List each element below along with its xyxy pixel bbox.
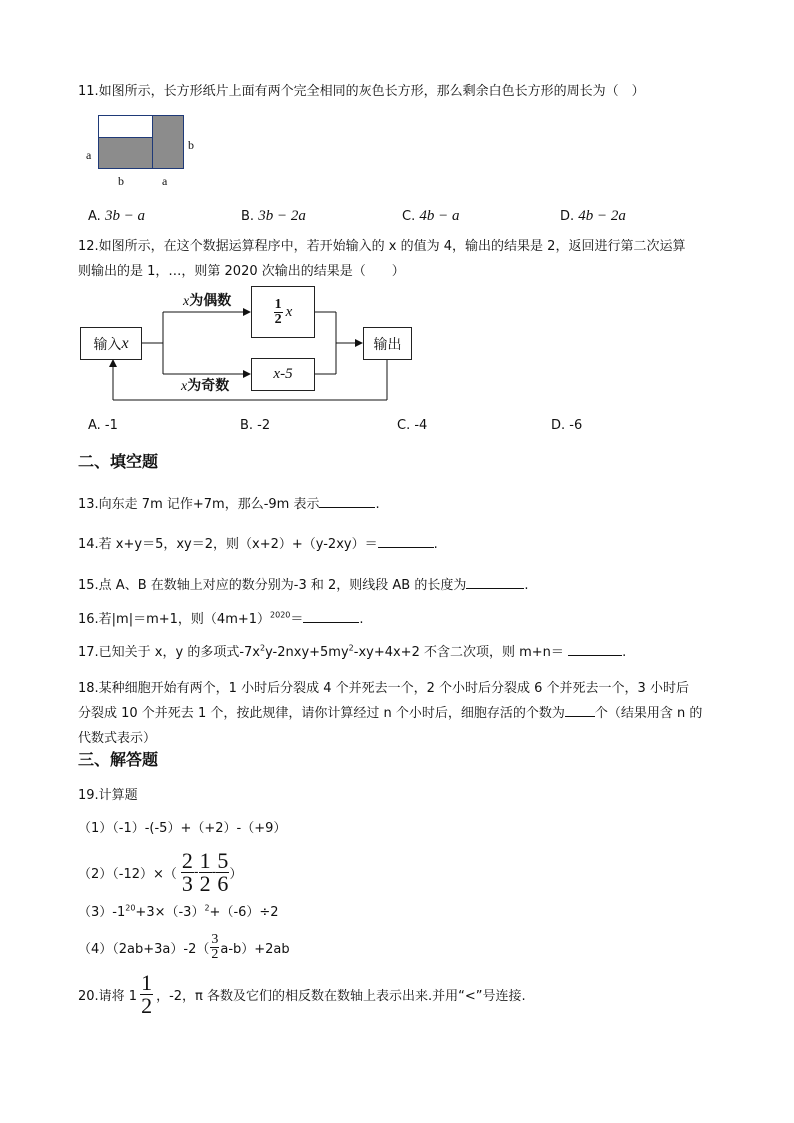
even-label: x为偶数: [183, 293, 232, 309]
q20: 20.请将 1 1 2 ，-2，π 各数及它们的相反数在数轴上表示出来.并用“<”号连接.: [78, 970, 526, 1018]
section-answer: 三、解答题: [78, 750, 159, 769]
q15: 15.点 A、B 在数轴上对应的数分别为-3 和 2，则线段 AB 的长度为 .: [78, 578, 529, 593]
q19-part4: （4）（2ab+3a）-2（ 3 2 a-b）+2ab: [78, 932, 290, 962]
q17: 17.已知关于 x，y 的多项式$-7x^2y-2nxy+5my^2-xy+4x+2$ 不含二次项，则 m+n＝ .: [78, 643, 627, 660]
odd-label: x为奇数: [181, 378, 230, 394]
q12-stem-line1: 12.如图所示，在这个数据运算程序中，若开始输入的 x 的值为 4，输出的结果是 2，返回进行第二次运算: [78, 239, 686, 254]
minus5-box: x-5: [251, 358, 315, 391]
q18-line2: 分裂成 10 个并死去 1 个，按此规律，请你计算经过 n 个小时后，细胞存活的个数为 个（结果用含 n 的: [78, 706, 703, 721]
half-box: 1 2 x: [251, 286, 315, 338]
q19-part2: （2）（-12）×（ 2 3 - 1 2 - 5 6 ）: [78, 848, 243, 896]
q11-option-b: B. 3b − 2a: [241, 208, 306, 224]
q11-option-a: A. 3b − a: [88, 208, 146, 224]
label-a-left: a: [86, 148, 92, 162]
q16: 16.若|m|＝m+1，则$(4m+1)^{2020}=$ .: [78, 610, 364, 627]
q12-option-a: A. -1: [88, 418, 118, 433]
q14: 14.若 x+y＝5，xy＝2，则（x+2）+（y-2xy）＝ .: [78, 537, 438, 552]
output-box: 输出: [363, 327, 412, 360]
q11-option-c: C. 4b − a: [402, 208, 460, 224]
section-fill-blank: 二、填空题: [78, 452, 159, 471]
q13: 13.向东走 7m 记作+7m，那么-9m 表示 .: [78, 497, 380, 512]
q19-part1: （1）（-1）-(-5）+（+2）-（+9）: [78, 821, 287, 836]
q12-flowchart: [0, 0, 794, 420]
input-box: 输入 x: [80, 327, 142, 360]
q12-option-b: B. -2: [240, 418, 271, 433]
q19-title: 19.计算题: [78, 788, 138, 803]
label-a-bottom: a: [162, 174, 168, 188]
q11-option-d: D. 4b − 2a: [560, 208, 626, 224]
q12-stem-line2: 则输出的是 1，…，则第 2020 次输出的结果是（ ）: [78, 264, 405, 279]
label-b-right: b: [188, 138, 194, 152]
q12-option-d: D. -6: [551, 418, 583, 433]
label-b-bottom: b: [118, 174, 124, 188]
q18-line3: 代数式表示）: [78, 731, 157, 746]
q19-part3: $(3)-1^{20}+3\times(-3)^2+(-6)\div 2$: [78, 903, 279, 920]
q18-line1: 18.某种细胞开始有两个，1 小时后分裂成 4 个并死去一个，2 个小时后分裂成 6 个并死去一个，3 小时后: [78, 681, 689, 696]
q12-option-c: C. -4: [397, 418, 428, 433]
q11-stem: 11.如图所示，长方形纸片上面有两个完全相同的灰色长方形，那么剩余白色长方形的周长为（ ）: [78, 84, 645, 99]
